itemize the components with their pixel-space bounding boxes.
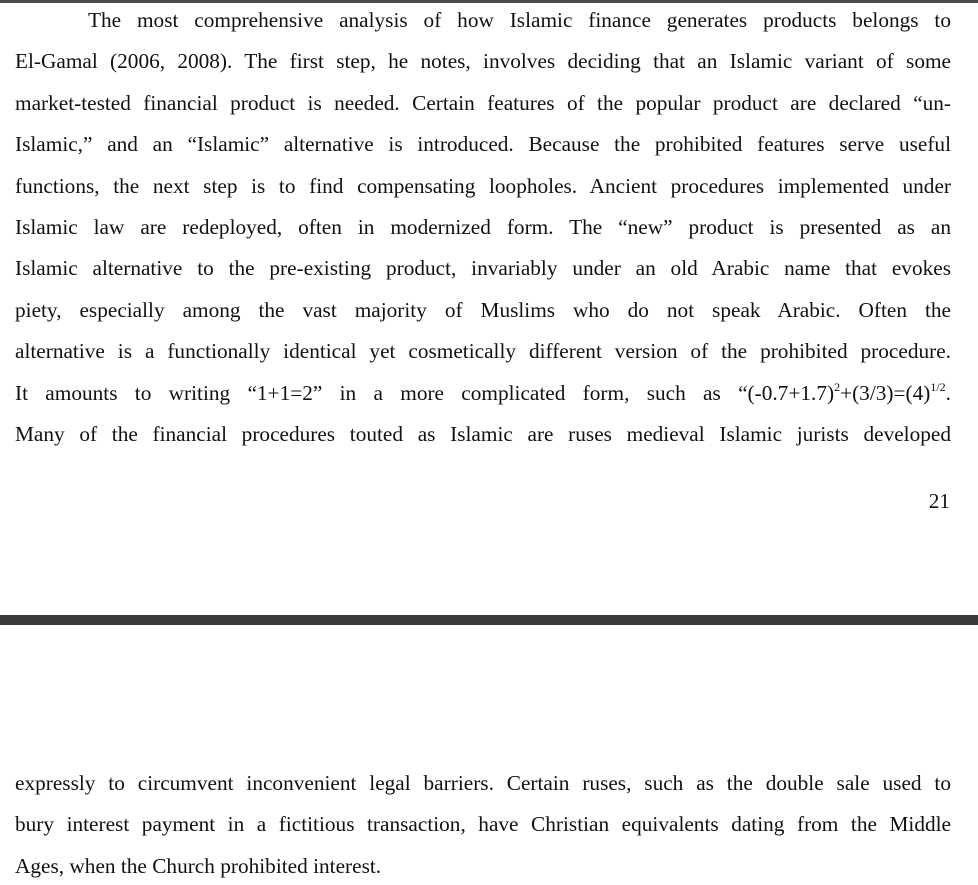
formula-prefix: It amounts to writing “1+1=2” in a more complicated form, such as “(-0.7+1.7): [15, 380, 835, 405]
document-page-21: [0, 3, 978, 615]
formula-suffix: .: [945, 380, 951, 405]
text-line: El-Gamal (2006, 2008). The first step, he notes, involves deciding that an Islamic variant of some: [15, 49, 951, 74]
text-line: market-tested financial product is needed. Certain features of the popular product are declared “un-: [15, 90, 951, 115]
text-line: bury interest payment in a fictitious transaction, have Christian equivalents dating from the Middle: [15, 812, 951, 837]
text-line: Many of the financial procedures touted as Islamic are ruses medieval Islamic jurists developed: [15, 422, 951, 447]
formula-middle: +(3/3)=(4): [840, 380, 931, 405]
text-line: piety, especially among the vast majority of Muslims who do not speak Arabic. Often the: [15, 297, 951, 322]
page-number: 21: [928, 489, 950, 513]
formula-superscript-2: 1/2: [930, 379, 946, 394]
document-page-22: [0, 625, 978, 885]
body-paragraph: [15, 0, 951, 455]
formula-superscript-1: 2: [834, 379, 841, 394]
text-line: The most comprehensive analysis of how Islamic finance generates products belongs to: [88, 8, 951, 32]
text-line: Ages, when the Church prohibited interest.: [15, 853, 382, 878]
text-line: Islamic,” and an “Islamic” alternative is introduced. Because the prohibited features serve useful: [15, 132, 951, 157]
text-line: functions, the next step is to find compensating loopholes. Ancient procedures implemented under: [15, 173, 951, 198]
formula-line: [15, 373, 951, 414]
text-line: alternative is a functionally identical yet cosmetically different version of the prohibited procedure.: [15, 339, 951, 364]
page-separator: [0, 615, 978, 625]
body-paragraph-continued: [15, 763, 951, 885]
text-line: Islamic alternative to the pre-existing product, invariably under an old Arabic name that evokes: [15, 256, 951, 281]
text-line: Islamic law are redeployed, often in modernized form. The “new” product is presented as an: [15, 215, 951, 240]
text-line: expressly to circumvent inconvenient legal barriers. Certain ruses, such as the double sale used to: [15, 771, 951, 795]
